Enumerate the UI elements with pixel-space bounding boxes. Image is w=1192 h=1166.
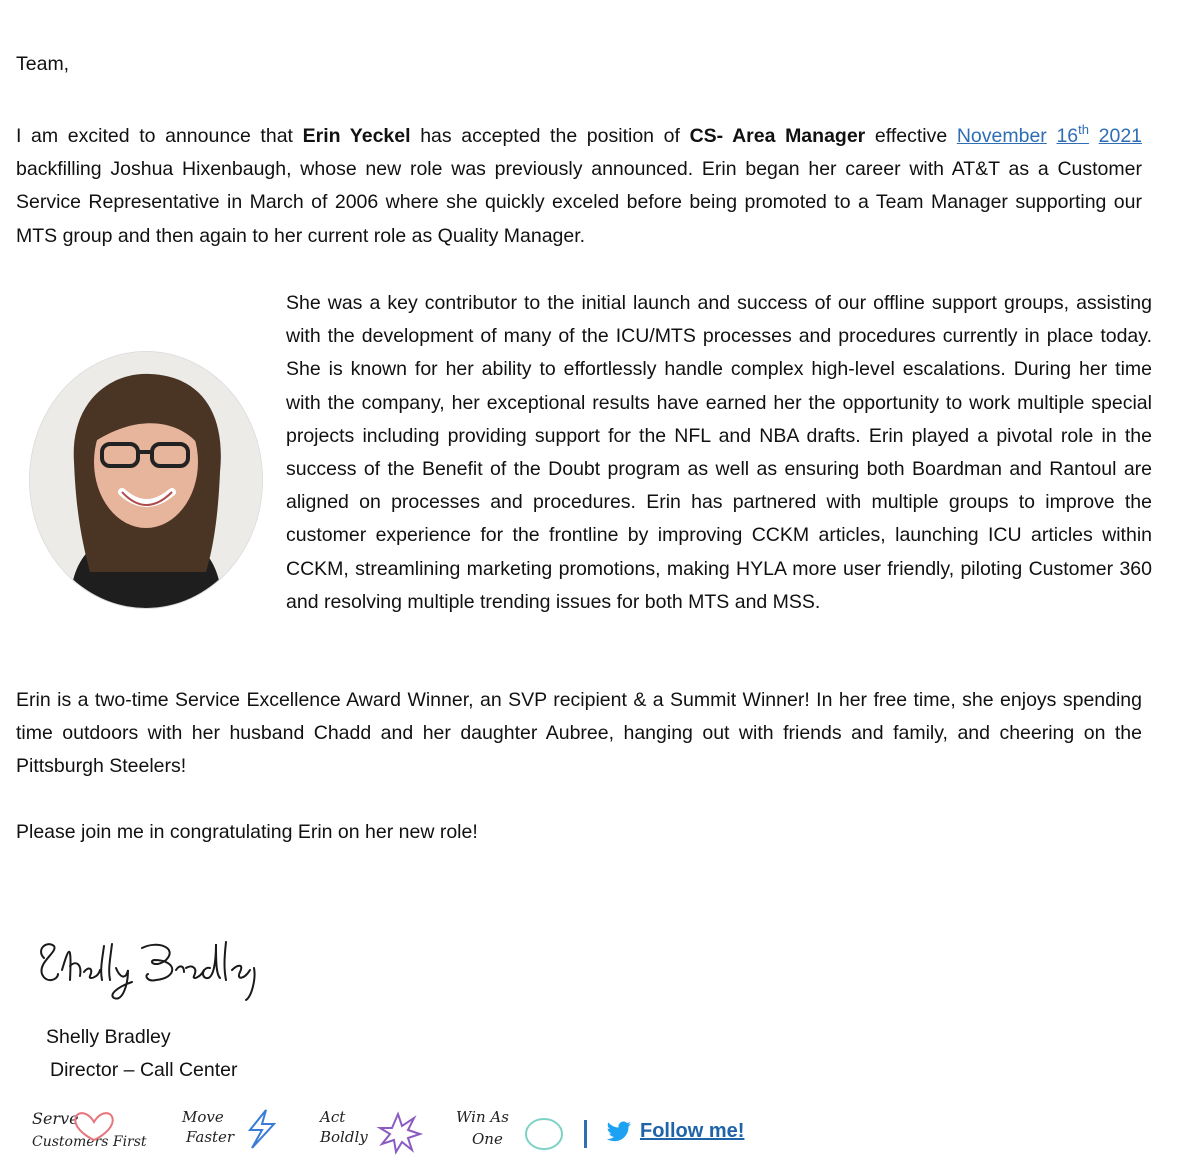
twitter-icon	[606, 1121, 632, 1143]
svg-text:Boldly: Boldly	[320, 1128, 368, 1146]
date-day: 16	[1056, 125, 1079, 147]
greeting: Team,	[16, 53, 70, 75]
intro-text-4: backfilling Joshua Hixenbaugh, whose new role was previously announced. Erin began her career with AT&T as a Customer Service Representative in March of 2006 where she quickly exceled before being promoted to a Team Manager supporting our MTS group and then again to her current role as Quality Manager.	[16, 158, 1142, 247]
follow-me-link[interactable]	[606, 1120, 744, 1143]
svg-text:Customers First: Customers First	[32, 1134, 147, 1150]
follow-me-label[interactable]: Follow me!	[640, 1120, 745, 1142]
svg-text:Serve: Serve	[32, 1109, 79, 1128]
signatory-name: Shelly Bradley	[46, 1026, 171, 1048]
handwritten-signature	[28, 930, 258, 1010]
act-boldly-badge	[316, 1100, 426, 1156]
footer-divider	[584, 1120, 587, 1148]
portrait-illustration	[30, 352, 262, 608]
svg-text:Win As: Win As	[456, 1108, 509, 1126]
intro-text-1: I am excited to announce that	[16, 125, 303, 147]
heart-icon	[28, 1100, 158, 1156]
closing-line: Please join me in congratulating Erin on her new role!	[16, 821, 478, 843]
signatory-title: Director – Call Center	[50, 1059, 238, 1081]
svg-text:Act: Act	[320, 1108, 346, 1126]
profile-photo	[30, 352, 262, 608]
move-faster-badge	[178, 1100, 288, 1156]
profile-paragraph: She was a key contributor to the initial launch and success of our offline support groups, assisting with the development of many of the ICU/MTS processes and procedures currently in place today. She is known for her ability to effortlessly handle complex high-level escalations. During her time with the company, her exceptional results have earned her the opportunity to work multiple special projects including providing support for the NFL and NBA drafts. Erin played a pivotal role in the success of the Benefit of the Doubt program as well as ensuring both Boardman and Rantoul are aligned on processes and procedures. Erin has partnered with multiple groups to improve the customer experience for the frontline by improving CCKM articles, launching ICU articles within CCKM, streamlining marketing promotions, making HYLA more user friendly, piloting Customer 360 and resolving multiple trending issues for both MTS and MSS.	[286, 292, 1152, 613]
win-as-one-badge	[452, 1100, 572, 1156]
date-month-link[interactable]: November	[956, 125, 1047, 147]
employee-name: Erin Yeckel	[302, 125, 411, 147]
svg-text:Move: Move	[182, 1108, 224, 1126]
svg-text:One: One	[472, 1130, 503, 1148]
date-suffix: th	[1078, 122, 1089, 137]
date-day-link[interactable]	[1056, 122, 1089, 147]
intro-paragraph	[16, 120, 1142, 253]
lightning-icon	[178, 1100, 288, 1156]
starburst-icon	[316, 1100, 426, 1156]
date-year-link[interactable]: 2021	[1098, 125, 1143, 147]
svg-text:Faster: Faster	[186, 1128, 235, 1146]
serve-customers-first-badge	[28, 1100, 158, 1156]
intro-text-2: has accepted the position of	[410, 125, 690, 147]
intro-text-3: effective	[865, 125, 957, 147]
circle-icon	[452, 1100, 572, 1156]
awards-paragraph: Erin is a two-time Service Excellence Award Winner, an SVP recipient & a Summit Winner! In her free time, she enjoys spending time outdoors with her husband Chadd and her daughter Aubree, hanging out with friends and family, and cheering on the Pittsburgh Steelers!	[16, 689, 1142, 778]
values-footer	[28, 1100, 768, 1160]
position-title: CS- Area Manager	[689, 125, 866, 147]
